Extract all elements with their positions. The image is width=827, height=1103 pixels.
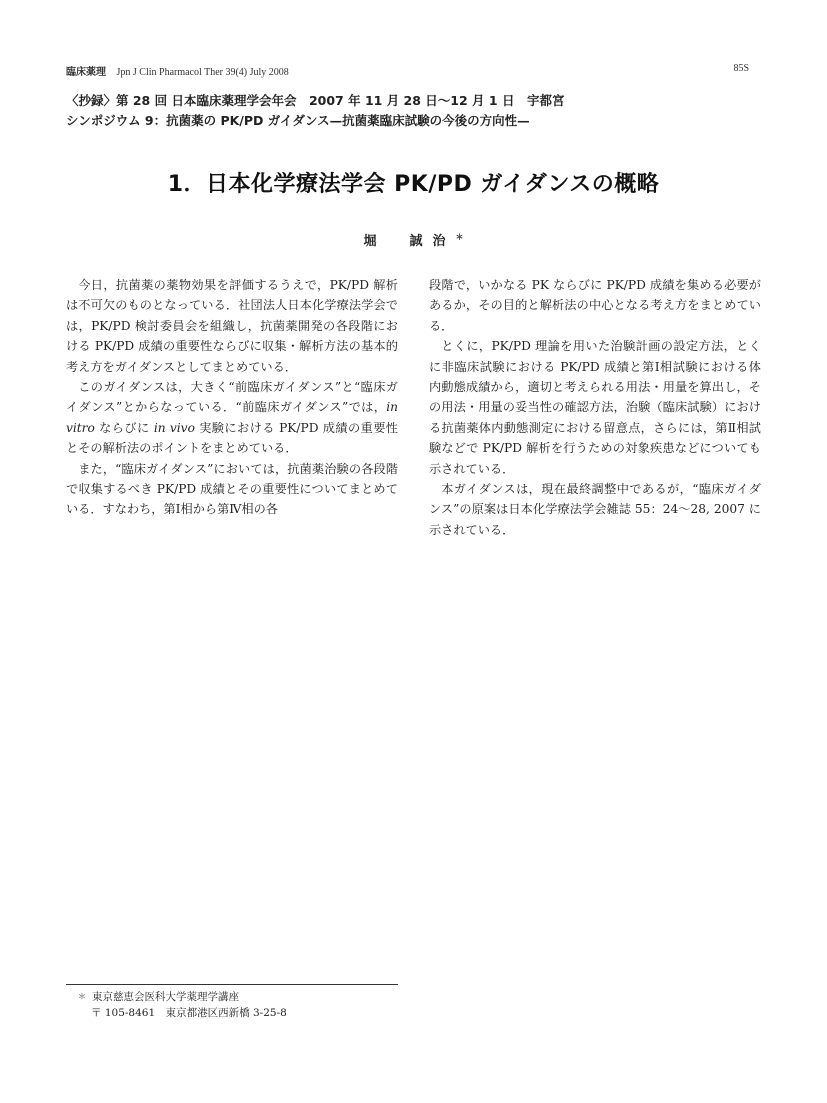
paragraph-1: 今日，抗菌薬の薬物効果を評価するうえで，PK/PD 解析は不可欠のものとなっている．社団法人日本化学療法学会では，PK/PD 検討委員会を組織し，抗菌薬開発の各段階における PK/PD 成績の重要性ならびに収集・解析方法の基本的考え方をガイダンスとしてまとめている．: [66, 278, 398, 374]
author-footnote-mark: ＊: [455, 232, 464, 242]
in-vivo-term: in vivo: [153, 420, 195, 435]
paragraph-2-text-a: このガイダンスは，大きく“前臨床ガイダンス”と“臨床ガイダンス”とからなっている．“前臨床ガイダンス”では，: [66, 380, 398, 415]
meeting-line: 〈抄録〉第 28 回 日本臨床薬理学会年会 2007 年 11 月 28 日〜12 月 1 日 宇都宮: [66, 93, 565, 108]
page-number: 85S: [733, 63, 749, 74]
running-head: [66, 63, 749, 78]
symposium-line: シンポジウム 9：抗菌薬の PK/PD ガイダンス—抗菌薬臨床試験の今後の方向性—: [66, 113, 530, 128]
paragraph-2-text-b: ならびに: [94, 420, 154, 435]
author-line: [0, 230, 827, 249]
footnote: [78, 989, 287, 1021]
body-column-left: [66, 275, 398, 520]
footnote-affiliation: 東京慈恵会医科大学薬理学講座: [92, 991, 239, 1003]
paragraph-2: [66, 377, 398, 459]
session-info: [66, 91, 564, 131]
paragraph-4: とくに，PK/PD 理論を用いた治験計画の設定方法，とくに非臨床試験における PK/PD 成績と第Ⅰ相試験における体内動態成績から，適切と考えられる用法・用量を算出し，その用法・用量の妥当性の確認方法，治験（臨床試験）における抗菌薬体内動態測定における留意点，さらには，第Ⅱ相試験などで PK/PD 解析を行うための対象疾患などについても示されている．: [429, 339, 761, 476]
journal-citation: Jpn J Clin Pharmacol Ther 39(4) July 2008: [116, 67, 289, 78]
footnote-mark: ＊: [78, 992, 86, 1001]
body-column-right: [429, 275, 761, 540]
article-title: 1．日本化学療法学会 PK/PD ガイダンスの概略: [167, 172, 660, 197]
footnote-divider: [66, 984, 398, 985]
paragraph-3-continued: 段階で，いかなる PK ならびに PK/PD 成績を集める必要があるか，その目的と解析法の中心となる考え方をまとめている．: [429, 278, 761, 333]
in-vitro-term: in vitro: [66, 400, 398, 435]
footnote-address: 〒 105-8461 東京都港区西新橋 3-25-8: [91, 1007, 287, 1019]
journal-name-ja: 臨床薬理: [66, 67, 106, 78]
paragraph-3: また，“臨床ガイダンス”においては，抗菌薬治験の各段階で収集するべき PK/PD 成績とその重要性についてまとめている．すなわち，第Ⅰ相から第Ⅳ相の各: [66, 461, 398, 517]
author-name: 堀 誠治: [363, 234, 456, 249]
paragraph-2-text-c: 実験における PK/PD 成績の重要性とその解析法のポイントをまとめている．: [66, 420, 398, 456]
paragraph-5: 本ガイダンスは，現在最終調整中であるが，“臨床ガイダンス”の原案は日本化学療法学会雑誌 55：24〜28, 2007 に示されている．: [429, 482, 761, 537]
